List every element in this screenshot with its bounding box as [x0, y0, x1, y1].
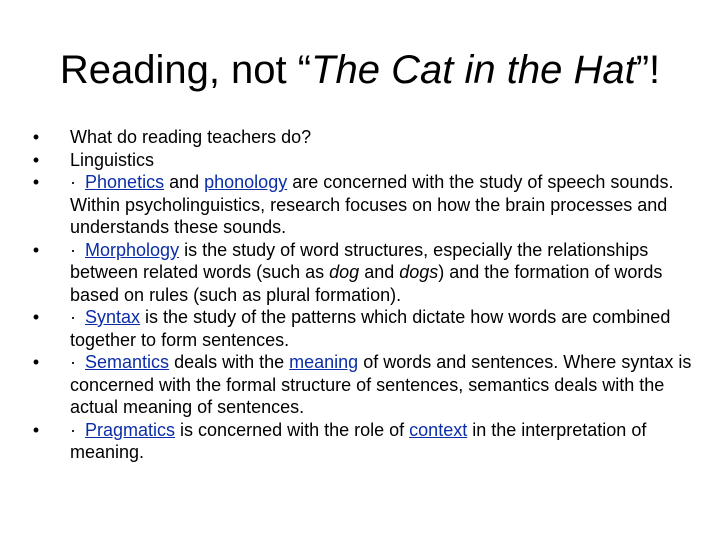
bullet-item-linguistics — [28, 149, 700, 172]
bullet-text: in the interpretation of meaning. — [70, 419, 647, 462]
bullet-icon: • — [32, 149, 40, 170]
link-semantics[interactable]: Semantics — [85, 352, 170, 372]
link-syntax[interactable]: Syntax — [85, 307, 141, 327]
link-phonology[interactable]: phonology — [204, 172, 288, 192]
bullet-text: ) and the formation of words based on rules (such as plural formation). — [70, 262, 663, 305]
bullet-text: deals with the — [169, 352, 290, 372]
bullet-text: and — [164, 172, 205, 192]
bullet-text: is the study of the patterns which dictate how words are combined together to form sentences. — [70, 307, 671, 350]
bullet-icon: • — [32, 352, 40, 372]
bullet-text: and — [359, 262, 400, 282]
bullet-icon: • — [32, 239, 40, 260]
bullet-item-reading-teachers — [28, 126, 700, 149]
bullet-list — [28, 126, 700, 464]
bullet-text: are concerned with the study of speech sounds. Within psycholinguistics, research focuses on how the brain processes and understands these sounds. — [70, 172, 674, 237]
link-meaning[interactable]: meaning — [289, 352, 359, 372]
bullet-text: is concerned with the role of — [175, 419, 410, 440]
bullet-item-semantics — [28, 351, 700, 419]
link-phonetics[interactable]: Phonetics — [85, 172, 165, 192]
bullet-item-syntax — [28, 306, 700, 351]
link-pragmatics[interactable]: Pragmatics — [85, 419, 176, 440]
separator-dot: · — [70, 239, 76, 260]
separator-dot: · — [70, 172, 76, 192]
bullet-item-pragmatics — [28, 419, 700, 464]
title-text-start: Reading, not “ — [59, 48, 312, 92]
bullet-item-morphology — [28, 239, 700, 307]
bullet-icon: • — [32, 172, 40, 192]
bullet-text: of words and sentences. Where syntax is concerned with the formal structure of sentences, semantics deals with the actual meaning of sentences. — [70, 352, 692, 417]
bullet-item-phonetics — [28, 171, 700, 239]
separator-dot: · — [70, 307, 76, 327]
title-book-name: The Cat in the Hat — [311, 48, 636, 92]
bullet-text: Linguistics — [70, 149, 155, 170]
separator-dot: · — [70, 352, 76, 372]
bullet-icon: • — [32, 307, 40, 327]
bullet-text: What do reading teachers do? — [70, 127, 312, 147]
example-word-dogs: dogs — [399, 262, 439, 282]
link-context[interactable]: context — [409, 419, 468, 440]
slide-title — [0, 42, 720, 98]
bullet-icon: • — [32, 127, 40, 147]
separator-dot: · — [70, 419, 76, 440]
example-word-dog: dog — [329, 262, 360, 282]
link-morphology[interactable]: Morphology — [85, 239, 180, 260]
bullet-text: is the study of word structures, especially the relationships between related words (such as — [70, 239, 649, 282]
bullet-icon: • — [32, 419, 40, 440]
title-text-end: ”! — [635, 48, 661, 92]
